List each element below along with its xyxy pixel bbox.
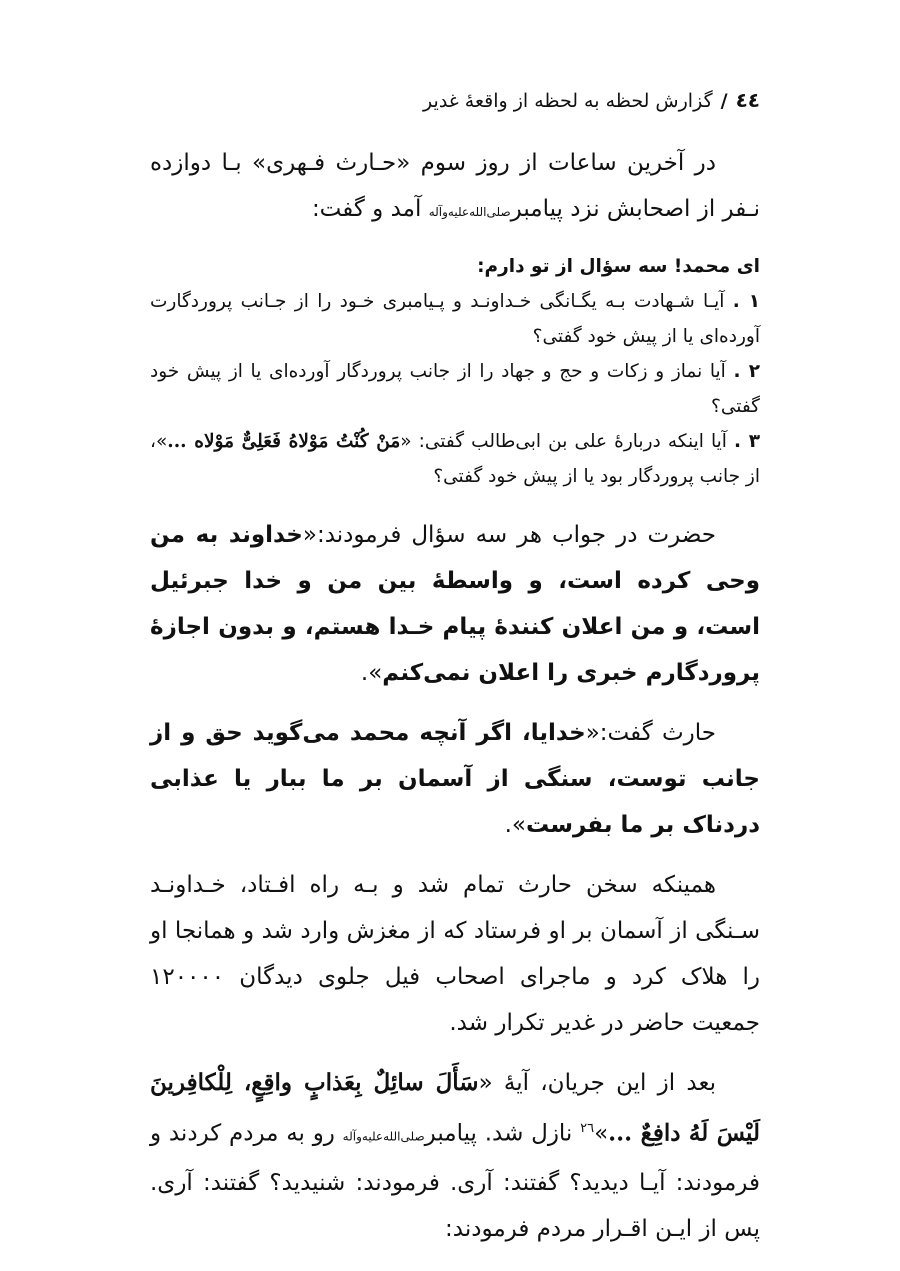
p3-text-end: ».: [504, 812, 527, 838]
questions-block: [150, 249, 760, 494]
question-1-number: ۱ .: [732, 291, 761, 312]
p2-text-end: ».: [360, 660, 383, 686]
question-3: [150, 424, 760, 494]
quran-verse: سَأَلَ سائِلٌ بِعَذابٍ واقِعٍ، لِلْکافِرینَ لَیْسَ لَهُ دافِعٌ ...: [150, 1069, 760, 1147]
question-2-number: ۲ .: [733, 361, 760, 382]
question-3-number: ۳ .: [734, 431, 761, 452]
p1-text: در آخرین ساعات از روز سوم «حـارث فـهری» بـا دوازده نـفر از اصحابش نزد پیامبر: [150, 150, 760, 222]
p5-text-mid: نازل شد. پیامبر: [424, 1120, 581, 1147]
honorific: صلی‌الله‌علیه‌وآله: [428, 205, 511, 219]
hadith-quote: مَنْ کُنْتُ مَوْلاهُ فَعَلِیٌّ مَوْلاه ...: [167, 431, 401, 452]
page-body: [150, 88, 760, 1266]
p5-text: بعد از این جریان، آیهٔ «: [478, 1070, 716, 1096]
paragraph-2: [150, 512, 760, 696]
p3-text: حارث گفت:«: [585, 720, 716, 746]
question-2: [150, 354, 760, 424]
footnote-marker[interactable]: ۲٦: [580, 1121, 595, 1136]
header-separator: /: [720, 90, 728, 112]
question-3-text: آیا اینکه دربارهٔ علی بن ابی‌طالب گفتی: «: [400, 431, 735, 452]
paragraph-4: همینکه سخن حارث تمام شد و بـه راه افـتاد، خـداونـد سـنگی از آسمان بر او فرستاد که از مغزش وارد شد و همانجا او را هلاک کرد و ماجرای اصحاب فیل جلوی دیدگان ۱۲۰۰۰۰ جمعیت حاضر در غدیر تکرار شد.: [150, 872, 760, 1036]
honorific: صلی‌الله‌علیه‌وآله: [342, 1129, 425, 1144]
running-header: [150, 88, 760, 112]
p1-text-end: آمد و گفت:: [311, 196, 429, 222]
question-1: [150, 284, 760, 354]
question-2-text: آیا نماز و زکات و حج و جهاد را از جانب پروردگار آورده‌ای یا از پیش خود گفتی؟: [150, 361, 760, 417]
p3-bold-quote: خدایا، اگر آنچه محمد می‌گوید حق و از جانب توست، سنگی از آسمان بر ما ببار یا عذابی دردناک بر ما بفرست: [150, 720, 760, 838]
paragraph-5: [150, 1060, 760, 1252]
paragraph-3: [150, 710, 760, 848]
questions-heading: ای محمد! سه سؤال از تو دارم:: [477, 256, 760, 277]
p2-bold-quote: خداوند به من وحی کرده است، و واسطهٔ بین من و خدا جبرئیل است، و من اعلان کنندهٔ پیام خـدا هستم، و بدون اجازهٔ پروردگارم خبری را اعلان نمی‌کنم: [150, 522, 760, 686]
question-1-text: آیـا شـهادت بـه یگـانگی خـداونـد و پـیامبری خـود را از جـانب پروردگارت آورده‌ای یا از پیش خود گفتی؟: [150, 291, 760, 347]
p5-quote-close: »: [594, 1120, 609, 1147]
question-3-text-end: »، از جانب پروردگار بود یا از پیش خود گفتی؟: [150, 431, 760, 487]
p5-text-end: رو به مردم کردند و فرمودند: آیـا دیدید؟ گفتند: آری. فرمودند: شنیدید؟ گفتند: آری. پس از ایـن اقـرار مردم فرمودند:: [150, 1120, 760, 1242]
paragraph-1: [150, 140, 760, 235]
book-title: گزارش لحظه به لحظه از واقعهٔ غدیر: [423, 90, 713, 112]
p2-text: حضرت در جواب هر سه سؤال فرمودند:«: [302, 522, 716, 548]
page-number: ٤٤: [735, 88, 760, 112]
